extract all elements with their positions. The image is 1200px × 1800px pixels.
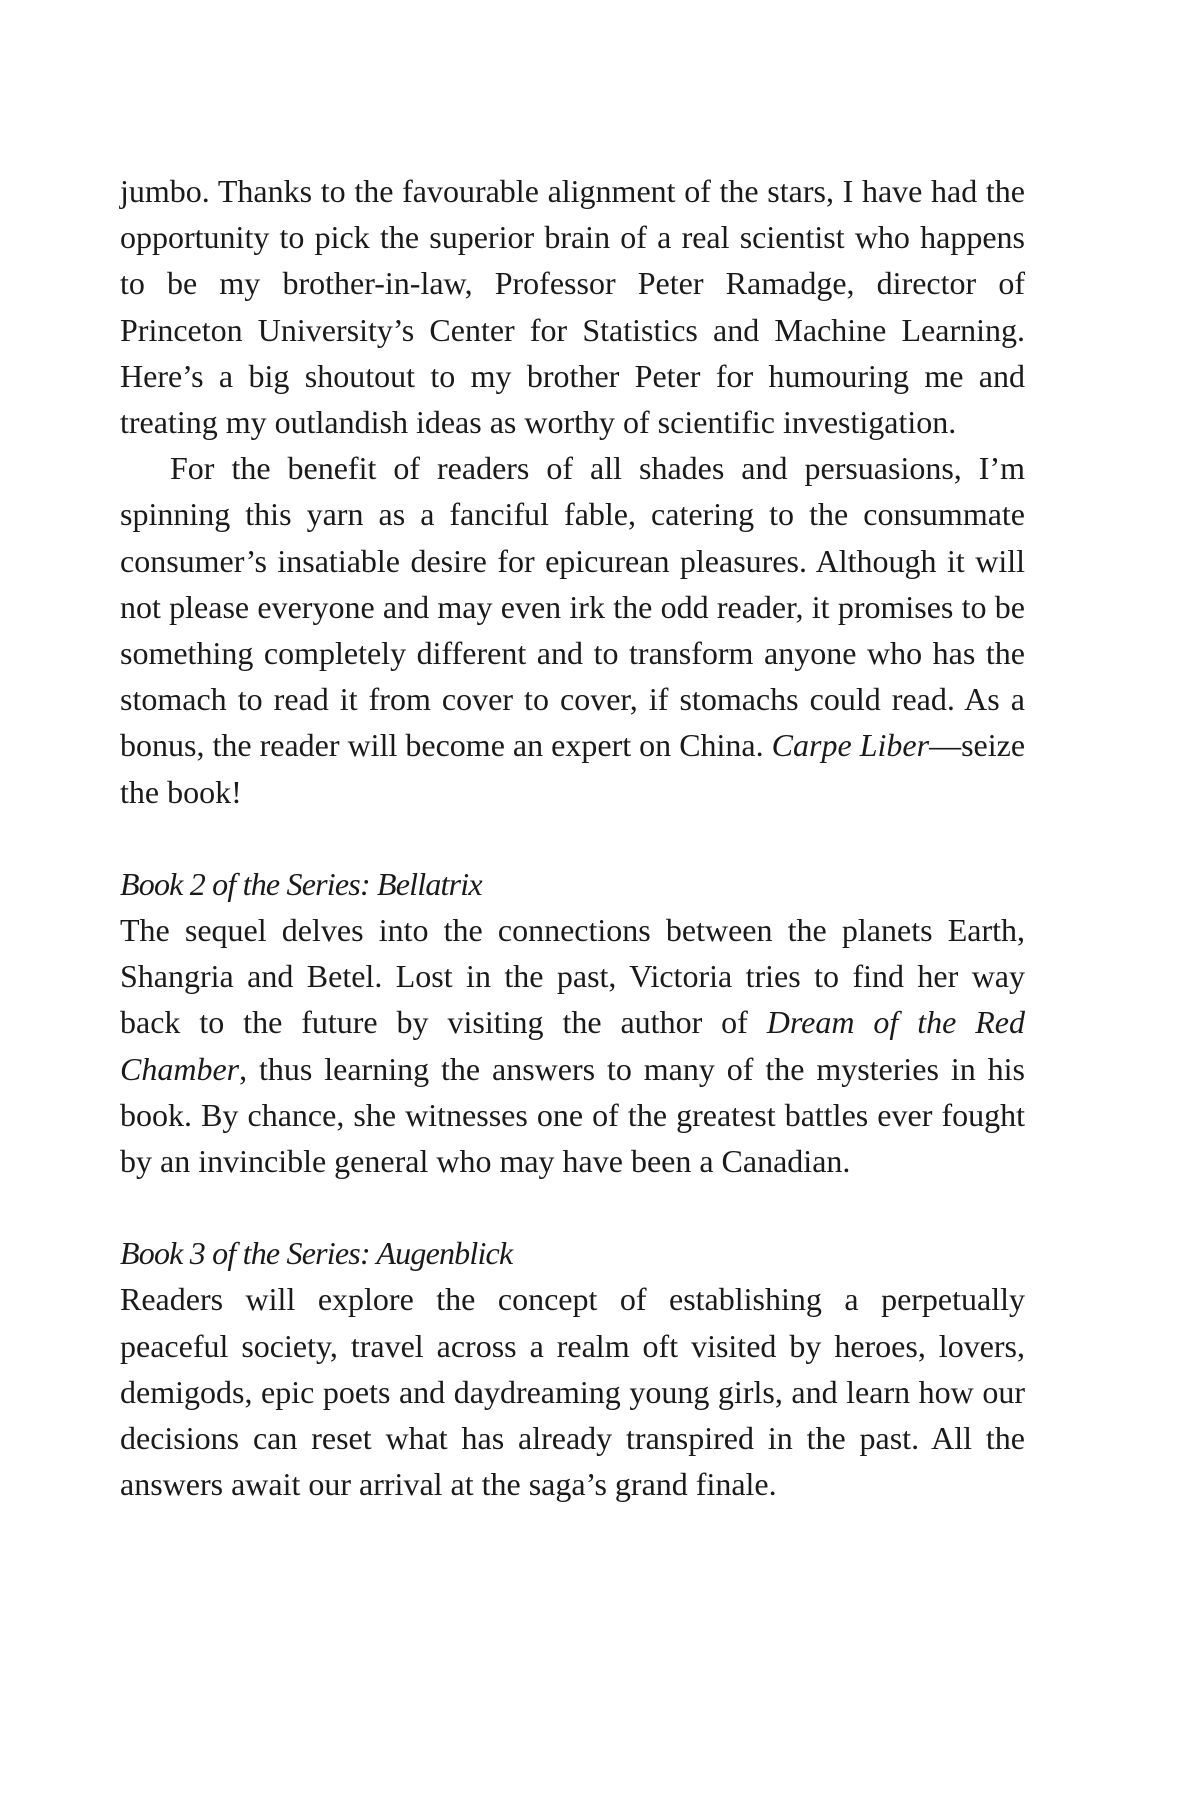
book-3-description: Readers will explore the concept of establishing a perpetually peaceful society, travel across a realm oft visited by heroes, lovers, demigods, epic poets and daydreaming young girls, and learn how our decisions can reset what has already transpired in the past. All the answers await our arrival at the saga’s grand finale. (120, 1281, 1025, 1503)
intro-paragraph-2-italic: Carpe Liber (771, 727, 930, 764)
intro-paragraph-2-text: For the benefit of readers of all shades and persuasions, I’m spinning this yarn as a fanciful fable, catering to the consummate consumer’s insatiable desire for epicurean pleasures. Although it will not please everyone and may even irk the odd reader, it promises to be something completely different and to transform anyone who has the stomach to read it from cover to cover, if stomachs could read. As a bonus, the reader will become an expert on China. (120, 450, 1025, 764)
intro-paragraph-2-end: —seize the book! (120, 727, 1026, 810)
book-2-title-italic: Dream of the Red Chamber (120, 1004, 1026, 1087)
intro-paragraph-1: jumbo. Thanks to the favourable alignment of the stars, I have had the opportunity to pick the superior brain of a real scientist who happens to be my brother-in-law, Professor Peter Ramadge, director of Princeton University’s Center for Statistics and Machine Learning. Here’s a big shoutout to my brother Peter for humouring me and treating my outlandish ideas as worthy of scientific investigation. (120, 173, 1025, 441)
section-spacer (120, 1184, 1025, 1230)
book-3-heading: Book 3 of the Series: Augenblick (120, 1235, 513, 1272)
book-2-text-a: The sequel delves into the connections between the planets Earth, Shangria and Betel. Lost in the past, Victoria tries to find her way back to the future by visiting the author of (120, 912, 1025, 1041)
book-2-text-b: , thus learning the answers to many of the mysteries in his book. By chance, she witnesses one of the greatest battles ever fought by an invincible general who may have been a Canadian. (120, 1050, 1025, 1180)
book-2-heading: Book 2 of the Series: Bellatrix (120, 865, 482, 902)
book-page (120, 168, 1025, 1507)
intro-paragraph-2 (120, 445, 1025, 815)
book-2-description (120, 907, 1025, 1184)
section-spacer (120, 815, 1025, 861)
